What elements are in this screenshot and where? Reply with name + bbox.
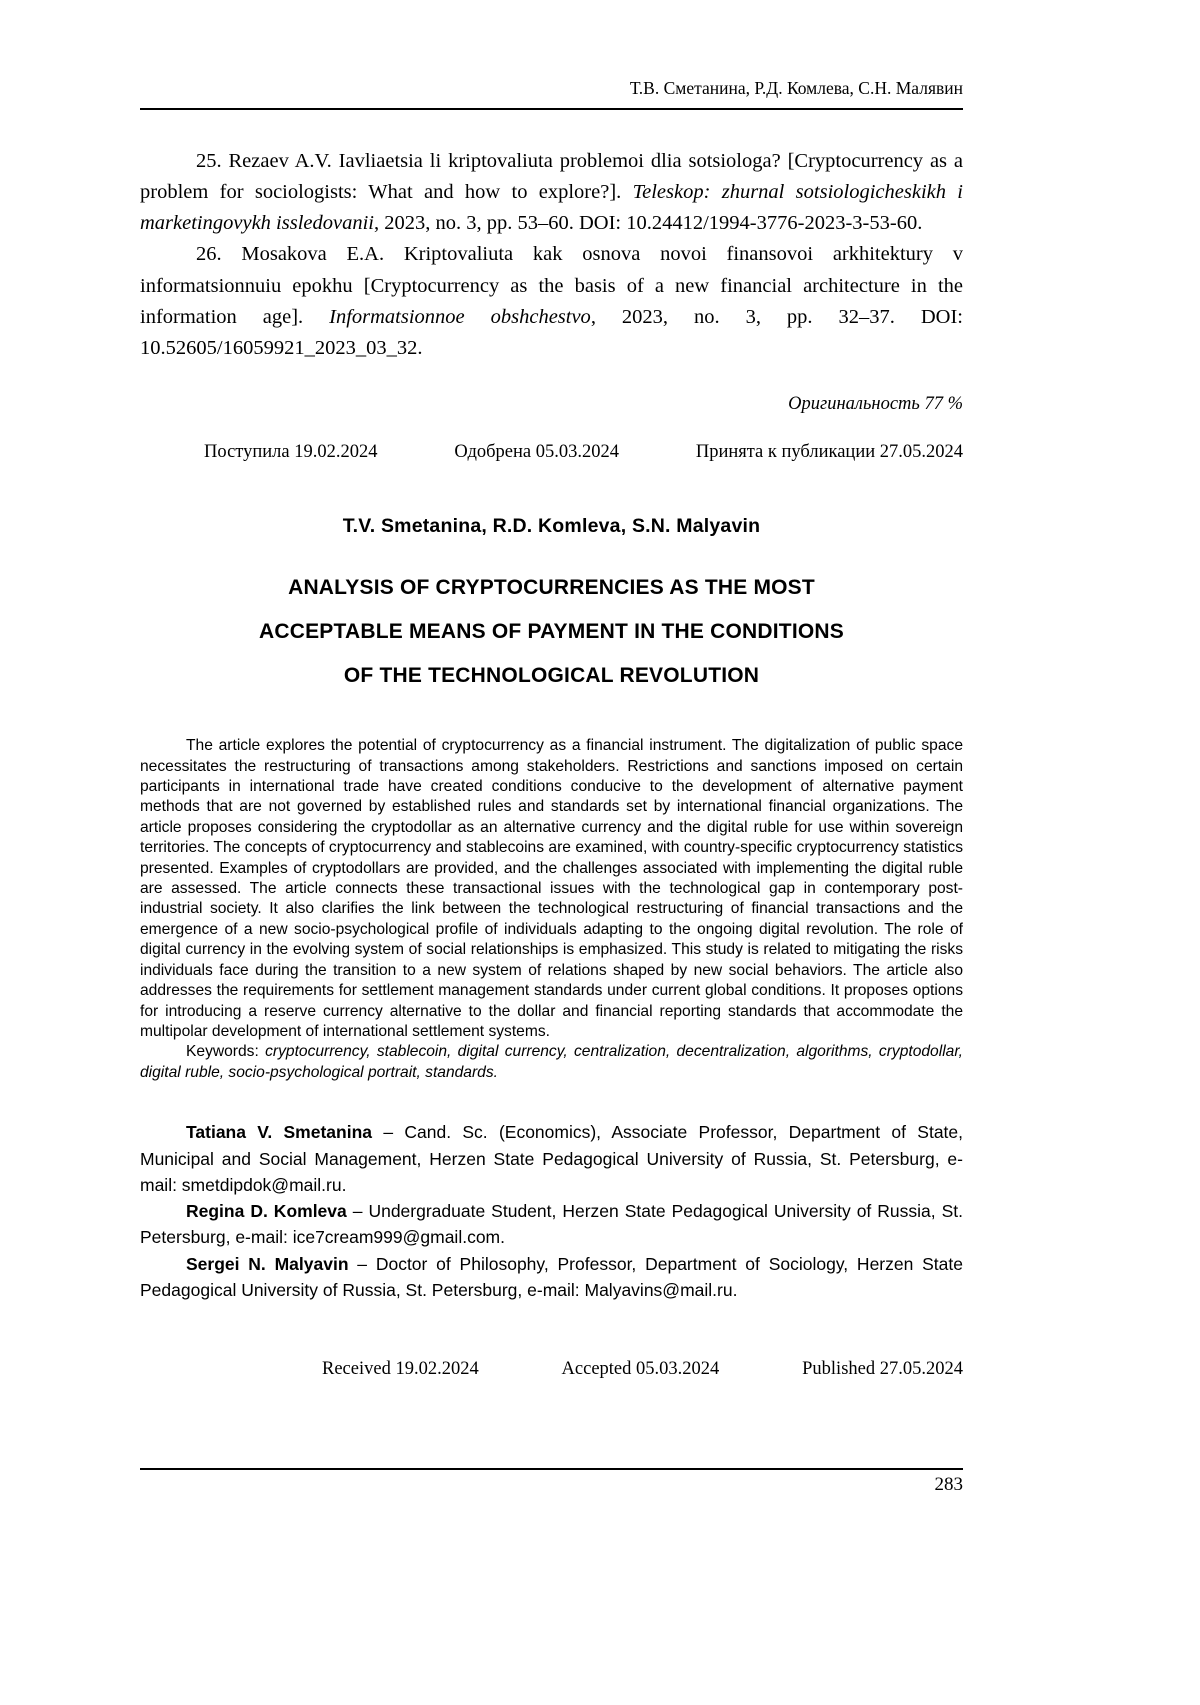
references-section xyxy=(140,146,963,364)
author-name: Tatiana V. Smetanina xyxy=(186,1122,373,1143)
approved-date: Одобрена 05.03.2024 xyxy=(454,442,619,463)
article-title xyxy=(140,566,963,698)
keywords-line xyxy=(140,1042,963,1083)
author-name: Regina D. Komleva xyxy=(186,1201,347,1222)
author-name: Sergei N. Malyavin xyxy=(186,1253,349,1274)
authors-line: T.V. Smetanina, R.D. Komleva, S.N. Malyavin xyxy=(342,515,761,538)
article-title-line: ANALYSIS OF CRYPTOCURRENCIES AS THE MOST xyxy=(288,576,815,600)
article-title-line: OF THE TECHNOLOGICAL REVOLUTION xyxy=(343,664,760,688)
author-details: – Cand. Sc. (Economics), Associate Professor, Department of State, Municipal and Social Management, Herzen State Pedagogical University of Russia, St. Petersburg, e-mail: smetdipdok@mail.ru. xyxy=(140,1122,964,1195)
abstract-section xyxy=(140,736,963,1083)
received-dates-row xyxy=(140,1359,963,1380)
reference-text: 25. Rezaev A.V. Iavliaetsia li kriptovaliuta problemoi dlia sotsiologa? [Cryptocurrency as a problem for sociologists: What and how to explore?]. xyxy=(140,150,963,204)
submitted-date: Поступила 19.02.2024 xyxy=(204,442,378,463)
page-header xyxy=(140,78,963,110)
header-rule xyxy=(140,108,963,110)
footer-rule xyxy=(140,1468,963,1470)
author-bios-section xyxy=(140,1119,963,1303)
accepted-date: Accepted 05.03.2024 xyxy=(561,1359,720,1380)
reference-item-26 xyxy=(140,239,963,364)
reference-text: , 2023, no. 3, pp. 53–60. DOI: 10.24412/1994-3776-2023-3-53-60. xyxy=(373,212,923,235)
keywords-label: Keywords: xyxy=(186,1043,266,1061)
abstract-text: The article explores the potential of cryptocurrency as a financial instrument. The digitalization of public space necessitates the restructuring of transactions among stakeholders. Restrictions and sanctions imposed on certain participants in international trade have created conditions conducive to the development of alternative payment methods that are not governed by established rules and standards set by international financial organizations. The article proposes considering the cryptodollar as an alternative currency and the digital ruble for use within sovereign territories. The concepts of cryptocurrency and stablecoins are examined, with country-specific cryptocurrency statistics presented. Examples of cryptodollars are provided, and the challenges associated with implementing the digital ruble are assessed. The article connects these transactional issues with the technological gap in contemporary post-industrial society. It also clarifies the link between the technological restructuring of financial transactions and the emergence of a new socio-psychological profile of individuals adapting to the ongoing digital revolution. The role of digital currency in the evolving system of social relationships is emphasized. This study is related to mitigating the risks individuals face during the transition to a new system of relations shaped by new social behaviors. The article also addresses the requirements for settlement management standards under current global conditions. It proposes options for introducing a reserve currency alternative to the dollar and financial reporting standards that accommodate the multipolar development of international settlement systems. xyxy=(140,737,963,1040)
reference-text: 26. Mosakova E.A. Kriptovaliuta kak osnova novoi finansovoi arkhitektury v informatsionnuiu epokhu [Cryptocurrency as the basis of a new financial architecture in the information age]. xyxy=(140,243,963,328)
accepted-for-publication-date: Принята к публикации 27.05.2024 xyxy=(695,442,963,463)
submission-dates-row xyxy=(140,442,963,463)
page-footer xyxy=(140,1468,963,1496)
running-header: Т.В. Сметанина, Р.Д. Комлева, С.Н. Малявин xyxy=(629,78,963,98)
keywords-list: cryptocurrency, stablecoin, digital currency, centralization, decentralization, algorithms, cryptodollar, digital ruble, socio-psychological portrait, standards. xyxy=(140,1043,963,1081)
received-date: Received 19.02.2024 xyxy=(322,1359,479,1380)
author-bio xyxy=(140,1251,963,1304)
reference-journal: Informatsionnoe obshchestvo xyxy=(329,305,591,328)
reference-text: , 2023, no. 3, pp. 32–37. DOI: 10.52605/16059921_2023_03_32. xyxy=(140,305,963,359)
published-date: Published 27.05.2024 xyxy=(802,1359,963,1380)
article-title-line: ACCEPTABLE MEANS OF PAYMENT IN THE CONDITIONS xyxy=(259,620,844,644)
author-bio xyxy=(140,1198,963,1251)
author-details: – Undergraduate Student, Herzen State Pedagogical University of Russia, St. Petersburg, e-mail: ice7cream999@gmail.com. xyxy=(140,1201,963,1248)
reference-journal: Teleskop: zhurnal sotsiologicheskikh i marketingovykh issledovanii xyxy=(140,181,963,235)
author-details: – Doctor of Philosophy, Professor, Department of Sociology, Herzen State Pedagogical University of Russia, St. Petersburg, e-mail: Malyavins@mail.ru. xyxy=(140,1253,963,1300)
originality-note: Оригинальность 77 % xyxy=(788,394,963,415)
reference-item-25 xyxy=(140,146,963,239)
page-number: 283 xyxy=(934,1474,963,1495)
author-bio xyxy=(140,1119,963,1198)
